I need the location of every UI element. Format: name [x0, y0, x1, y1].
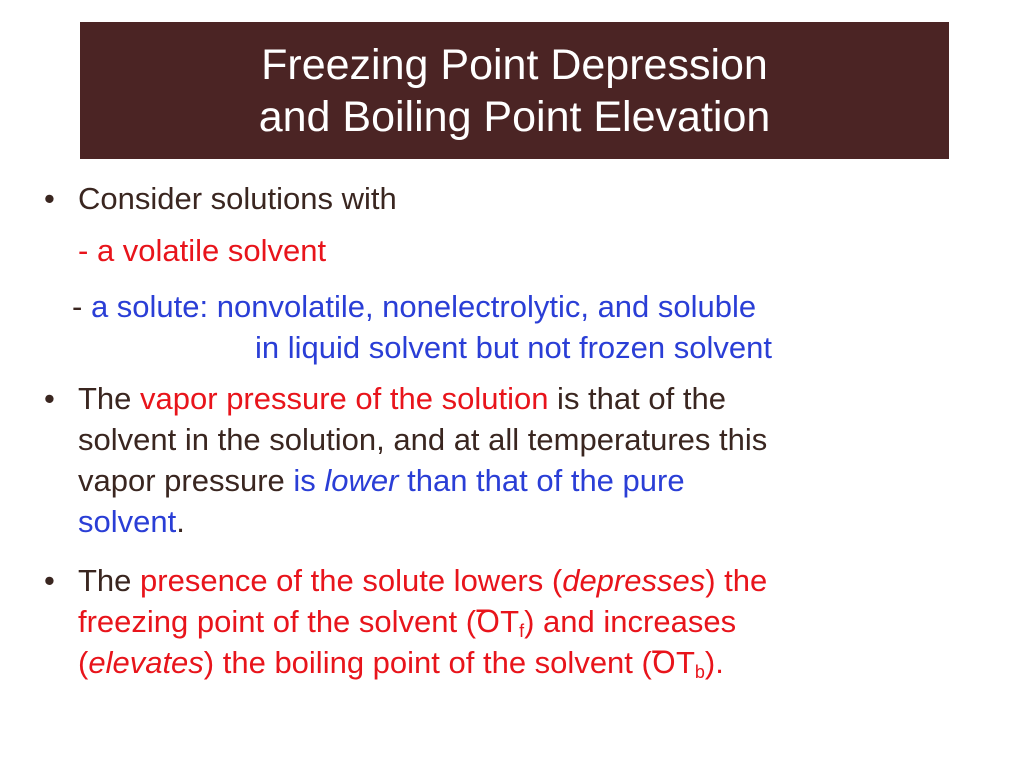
delta-symbol: Ꝺ — [651, 645, 676, 680]
subscript-f: f — [519, 621, 525, 641]
bullet-2-line-1: The vapor pressure of the solution is that of the — [78, 381, 726, 416]
slide-title-line-1: Freezing Point Depression — [261, 40, 768, 89]
bullet-1-sub-1: - a volatile solvent — [78, 233, 327, 268]
bullet-3-line-3: (elevates) the boiling point of the solvent (ꝹT$_b$). — [78, 645, 724, 682]
bullet-2-line-2: solvent in the solution, and at all temperatures this — [78, 422, 768, 457]
bullet-1-sub-2: - a solute: nonvolatile, nonelectrolytic, and soluble — [72, 289, 757, 324]
bullet-marker: • — [44, 181, 55, 216]
bullet-3-line-1: The presence of the solute lowers (depresses) the — [78, 563, 768, 598]
bullet-marker: • — [44, 563, 55, 598]
bullet-marker: • — [44, 381, 55, 416]
delta-symbol: Ꝺ — [476, 604, 501, 639]
subscript-b: b — [694, 662, 705, 682]
bullet-2-line-3: vapor pressure is lower than that of the pure — [78, 463, 685, 498]
bullet-1-sub-2-continued: in liquid solvent but not frozen solvent — [255, 330, 772, 365]
bullet-3-line-2: freezing point of the solvent (ꝹT$_f$) and increases — [78, 604, 737, 641]
bullet-2-line-4: solvent. — [78, 504, 185, 539]
slide-title-line-2: and Boiling Point Elevation — [258, 92, 771, 141]
bullet-1-text: Consider solutions with — [78, 181, 397, 216]
